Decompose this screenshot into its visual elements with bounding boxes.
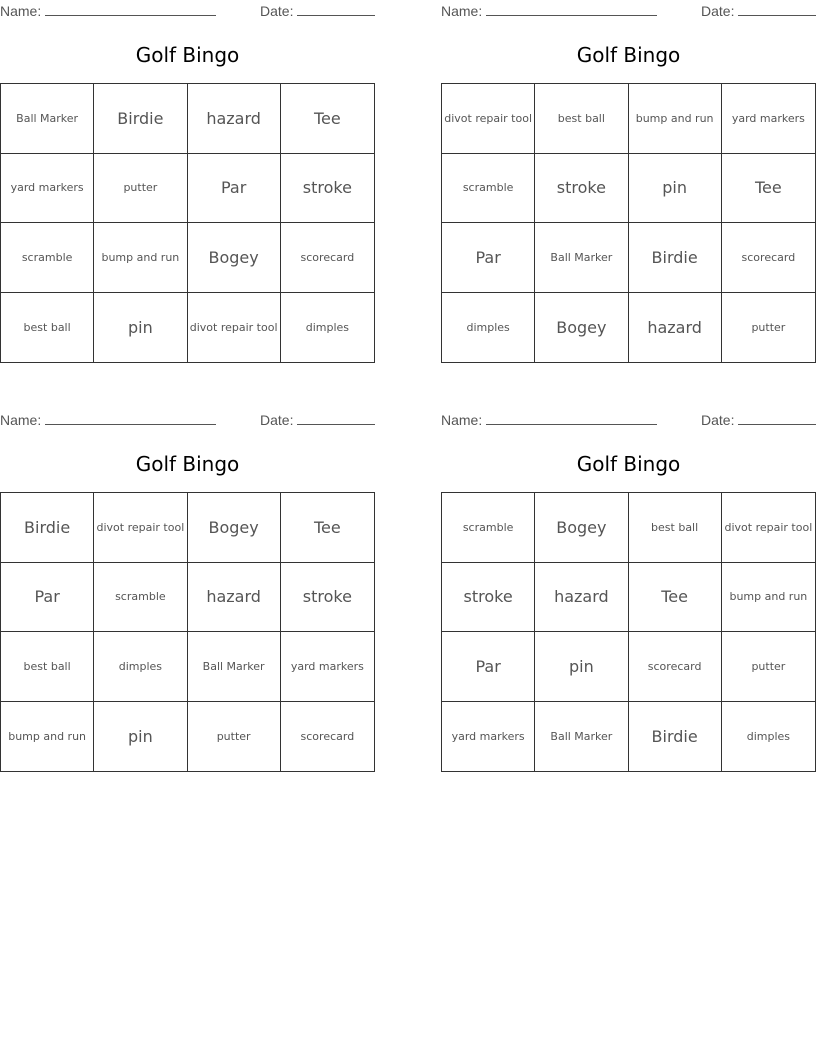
bingo-cell: divot repair tool [442, 84, 535, 154]
bingo-cell: Tee [722, 154, 815, 224]
bingo-cell: Tee [629, 563, 722, 633]
bingo-cell: putter [94, 154, 187, 224]
date-label: Date: [701, 3, 735, 19]
name-blank-line [486, 411, 657, 425]
bingo-cell: Ball Marker [535, 223, 628, 293]
bingo-cell: hazard [629, 293, 722, 363]
name-blank-line [486, 2, 657, 16]
bingo-cell: dimples [442, 293, 535, 363]
bingo-grid [441, 83, 816, 363]
name-label: Name: [441, 3, 483, 19]
bingo-cell: Birdie [629, 223, 722, 293]
name-label: Name: [441, 412, 483, 428]
bingo-cell: scorecard [300, 729, 355, 743]
card-header [0, 2, 375, 20]
bingo-cell: best ball [1, 293, 94, 363]
card-title: Golf Bingo [576, 452, 681, 476]
bingo-cell: yard markers [442, 702, 535, 772]
bingo-cell: Par [442, 632, 535, 702]
bingo-cell: bump and run [1, 702, 94, 772]
date-field [701, 411, 816, 428]
bingo-cell: stroke [535, 154, 628, 224]
bingo-cell: Ball Marker [188, 632, 281, 702]
bingo-cell: pin [94, 293, 187, 363]
card-title: Golf Bingo [135, 43, 240, 67]
name-blank-line [45, 411, 216, 425]
bingo-cell: Par [1, 563, 94, 633]
bingo-card [0, 0, 375, 337]
name-field [0, 2, 216, 19]
date-field [260, 411, 375, 428]
bingo-cell: scramble [442, 493, 535, 563]
bingo-cell: putter [188, 702, 281, 772]
bingo-cell: hazard [188, 84, 281, 154]
name-blank-line [45, 2, 216, 16]
bingo-cell: bump and run [94, 223, 187, 293]
bingo-card [441, 0, 816, 337]
card-header [441, 411, 816, 429]
bingo-cell: scorecard [722, 223, 815, 293]
bingo-cell: stroke [281, 154, 374, 224]
bingo-cell: stroke [281, 563, 374, 633]
bingo-cell: scramble [1, 223, 94, 293]
bingo-cell: bump and run [722, 563, 815, 633]
bingo-grid [0, 492, 375, 772]
bingo-cell: yard markers [1, 154, 94, 224]
bingo-cell: Ball Marker [535, 702, 628, 772]
bingo-cell: Birdie [1, 493, 94, 563]
card-title: Golf Bingo [576, 43, 681, 67]
date-label: Date: [701, 412, 735, 428]
bingo-card [0, 409, 375, 746]
bingo-cell: Tee [281, 493, 374, 563]
date-blank-line [738, 2, 816, 16]
bingo-cell: putter [722, 632, 815, 702]
card-header [441, 2, 816, 20]
name-label: Name: [0, 412, 42, 428]
bingo-cell: pin [535, 632, 628, 702]
bingo-cell: Bogey [188, 493, 281, 563]
bingo-cell: pin [94, 702, 187, 772]
bingo-cell: divot repair tool [722, 493, 815, 563]
card-header [0, 411, 375, 429]
bingo-cell: dimples [746, 729, 791, 743]
name-field [0, 411, 216, 428]
date-blank-line [297, 2, 375, 16]
bingo-cell: divot repair tool [188, 293, 281, 363]
name-field [441, 2, 657, 19]
name-field [441, 411, 657, 428]
bingo-grid [0, 83, 375, 363]
bingo-cell: stroke [442, 563, 535, 633]
date-blank-line [738, 411, 816, 425]
bingo-cell: hazard [535, 563, 628, 633]
bingo-cell: hazard [188, 563, 281, 633]
name-label: Name: [0, 3, 42, 19]
bingo-cell: Bogey [535, 293, 628, 363]
bingo-cell: Par [442, 223, 535, 293]
bingo-cell: Birdie [629, 702, 722, 772]
bingo-cell: dimples [305, 320, 350, 334]
date-field [260, 2, 375, 19]
bingo-cell: scorecard [629, 632, 722, 702]
bingo-cell: scramble [94, 563, 187, 633]
date-label: Date: [260, 412, 294, 428]
bingo-cell: Birdie [94, 84, 187, 154]
bingo-cell: yard markers [722, 84, 815, 154]
date-field [701, 2, 816, 19]
bingo-cell: Ball Marker [1, 84, 94, 154]
bingo-grid [441, 492, 816, 772]
bingo-cell: putter [751, 320, 786, 334]
bingo-cell: best ball [629, 493, 722, 563]
bingo-cell: best ball [1, 632, 94, 702]
bingo-cell: divot repair tool [94, 493, 187, 563]
bingo-cell: bump and run [629, 84, 722, 154]
date-label: Date: [260, 3, 294, 19]
card-title: Golf Bingo [135, 452, 240, 476]
bingo-cell: Tee [281, 84, 374, 154]
date-blank-line [297, 411, 375, 425]
bingo-cell: Bogey [535, 493, 628, 563]
bingo-card [441, 409, 816, 746]
bingo-cell: yard markers [281, 632, 374, 702]
bingo-cell: scramble [442, 154, 535, 224]
bingo-cell: scorecard [281, 223, 374, 293]
bingo-cell: pin [629, 154, 722, 224]
bingo-cell: Par [188, 154, 281, 224]
bingo-cell: dimples [94, 632, 187, 702]
bingo-cell: best ball [535, 84, 628, 154]
bingo-cell: Bogey [188, 223, 281, 293]
